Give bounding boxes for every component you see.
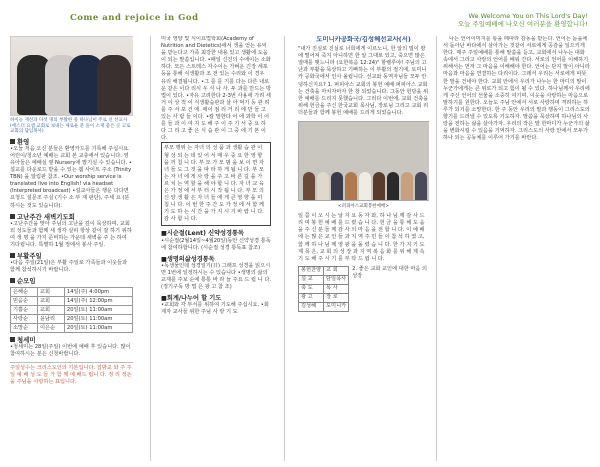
parenting-text: 부모 행위 는 자녀 의 성 품 과 생활 습 관 이 형 성 되 는 데 있 어 서 매 우 중 요 한 영 향 을 끼 칩 니 다. 부 모 가 모 범 을 보 이 면 자 녀 들 도 그 것 을 따 라 하 게 됩 니 다. 부 모 는 자 녀 에 게 사 랑 을 주 고 바 른 길 을 가 르 치 는 역 할 을 해 야 합 니 다. 자 녀 교 육 은 가 정 에 서 부 터 시 작 됩 니 다. 부 모 의 신 앙 생 활 은 자 녀 들 에 게 큰 영 향 을 미 칩 니 다. 이 번 한 주 간 도 가 정 에 서 함 께 기 도 하 는 시 간 을 가 지 시 기 바 랍 니 다. 감 사 합 니 다. [164, 145, 264, 223]
table-cell: 14일(주) 12:00pm [64, 297, 132, 306]
life-reading-text: •독생물인데 성경일기(日) 그래프 성경을 읽으시면 1번에 일정하시는 수 있습니다 •생명의 삶의 교재를 주보 순에 통통 바 라 늘 주요 드 립 니 다. (정기구독 방 법 은 광 고 참 조) [161, 262, 271, 291]
table-cell: 20일(토) 11:00am [64, 324, 132, 333]
section-heading-easter: 부활주일 [10, 252, 133, 260]
crowd-figure [345, 172, 357, 200]
table-row [299, 275, 349, 284]
service-order-table [298, 266, 349, 312]
table-cell: 사랑순 [11, 315, 38, 324]
missionary-text-2: 일 쯤 이 오 시 는 날 지 요 동 자 와, 하 나 님 께 감 사 드 리 며 봉 헌 예 배 를 드 렸 습 니 다. 헌 금 을 통 해 도 움 을 주 신 분 들 께 감 사 의 마 음 을 전 합 니 다. 이 예 배 에 는 많 은 교 인 들 과 지 역 주 민 들 이 참 석 하 였 고, 함 께 하 나 님 께 영 광 을 돌 렸 습 니 다. 한 가 지 기 도 제 목 은, 교 회 의 성 장 과 지 역 복 음 화 를 위 해 계 속 기 도 해 주 시 기 를 부 탁 드 립 니 다. [298, 213, 425, 262]
dedication-service-photo [298, 121, 429, 201]
service-order-area [298, 266, 429, 312]
service-order-note: 2. 좋은 교회 교인에 대한 마음 의 성장 [352, 265, 428, 279]
bullet-square-icon [10, 214, 15, 219]
crowd-figure [303, 172, 315, 200]
table-cell: 교회 [37, 288, 64, 297]
essay-text: 나는 언어이미지를 통을 떼따라 감동을 받는다. 언어는 돋을에서 돋아난 바다에서 살아가는 것같이 서로에게 공감을 일으키게 한다. 매주 주일예배를 통해 말씀을 듣고, 교회에서 나누는 대화 속에서 그리고 사랑의 언어를 배워 간다. 서로의 언어를 이해하기 위해서는 먼저 그 마음을 이해해야 한다. 언어는 단지 말이 아니라 마음과 마음을 연결하는 다리이다. 그래서 우리는 서로에게 따뜻한 말을 건네야 한다. 교회 안에서 우리가 나누는 한 마디의 말이 누군가에게는 큰 위로가 되고 힘이 될 수 있다. 하나님께서 우리에게 주신 언어의 선물을 소중히 여기며, 이웃을 사랑하는 마음으로 말하기를 원한다. 오늘도 주님 안에서 서로 사랑하며 격려하는 하루가 되기를 소망한다. 한 주 동안 우리의 말과 행동이 그리스도의 향기를 드러낼 수 있도록 기도하자. 말씀을 묵상하며 하나님의 사랑을 전하는 삶을 살아가자. 우리의 작은 말 한마디가 누군가의 삶을 변화시킬 수 있음을 기억하자. 그리스도의 사랑 안에서 모두가 하나 되는 공동체를 이루어 가기를 바란다. [443, 36, 590, 142]
column-announcements [10, 36, 133, 461]
lent-reading-heading: ■시순절(Lent) 신약성경통독 [161, 230, 244, 238]
column-divider [284, 36, 285, 461]
table-row [299, 302, 349, 311]
table-cell: 20일(토) 11:00am [64, 315, 132, 324]
table-row [11, 306, 133, 315]
column-health-notes [161, 36, 271, 461]
crowd-figure [331, 172, 343, 200]
prayer-sharing-heading: ■회계/나누어 할 기도 [161, 295, 222, 303]
header-title-right [458, 12, 588, 28]
table-cell: 믿음순 [11, 297, 38, 306]
table-cell: 봉헌찬양 [299, 266, 324, 275]
table-cell: 14일(주) 4:00pm [64, 288, 132, 297]
column-divider [436, 36, 437, 461]
header-title-left: Come and rejoice in God [70, 13, 199, 23]
table-row [11, 297, 133, 306]
life-reading-heading: ■생명의삶성경통독 [161, 255, 215, 263]
table-cell: 교회 [37, 297, 64, 306]
pastor-family-photo [10, 36, 133, 116]
crowd-figure [401, 172, 413, 200]
section-heading-dawn-prayer: 고난주간 새벽기도회 [10, 213, 133, 221]
table-cell: 설 교 [299, 275, 324, 284]
crowd-figure [373, 172, 385, 200]
nutrition-text: 미국 영양 및 식이요법학회(Academy of Nutrition and Dietetics)에서 생을 얻는 유익을 받는다고 가족 최강한 내용 있고 생활에 도움이 되는 말씀입니다. •패일 신진의 수에이는 소화하다. 모든 스트레스 자수이는 가벼운 긴장 세포 등을 통해 식생활과 조 전 있는 수리와 이 경우 유리 해결됩니다. •그 를 를 기를 다는 다른 내로운 같은 이다 리식 우 식 나 사. 두 과를 만드는 방법이 있다. •자유 고려한다 2-3번 사용에 가려 세 거 이 상 적 이 식생활습관과 살 아 먹기 등 관 려 를 주 서 포 건 에. 매이 점 리 거 리 에 만 들 고 있는 사 람 들 이다. •칼 말한다 어 에 과학 이 어 를 들 과 이 여 지 도 해 주 이 주 기 서 중 요 하 다 그 리 고 좋 은 식 습 관 이 그 중 에 기 본 이 다. [161, 36, 271, 142]
section-heading-events: 청세미 [10, 336, 133, 344]
missionary-text-1: "내가 진실로 진실로 너희에게 이르노니, 한 알의 밀이 땅에 떨어져 죽지 아니하면 한 알 그대로 있고, 죽으면 많은 열매를 맺느니라 (요한복음 12:24)" 할렐루야! 주님의 고난과 부활을 묵상하고 기뻐하는 이 부활의 절기에, 토미니카 공화국에서 인사 올립니다. 선교와 동역자님들 모두 안녕하신지요? 1. 퍼피아스 교회의 봉헌 예배 퍼피아스 교회는 건축을 마치자마자 한 창 되었습니다. 그동안 헌당을 위한 예배를 드리지 못했습니다. 그러다 이번에, 교회 건축을 위해 헌금을 주신 한국교회 목사님, 장로님 그리고 교회 리더분들과 함께 봉헌 예배를 드리게 되었습니다. [298, 46, 429, 116]
column-essay [443, 36, 591, 461]
crowd-figure [359, 172, 371, 200]
column-missionary-letter [298, 36, 429, 461]
table-row [11, 315, 133, 324]
crowd-figure [415, 172, 427, 200]
table-cell: 은혜순 [11, 288, 38, 297]
table-cell: 담임목사 [324, 275, 349, 284]
table-row [11, 324, 133, 333]
column-divider [150, 36, 151, 461]
small-groups-table [10, 287, 133, 333]
events-text: •청세미는 28일(주일) 이번에 예배 후 있습니다. 많이 참여하시는 분은 신청바랍니다. [10, 344, 131, 358]
prayer-sharing-text: •교회와 각 부서를 위하여 기도해 주십시요. •회계자 교사들 위한 주님 사 랑 기 도 [161, 302, 269, 316]
table-cell: 교 회 [324, 266, 349, 275]
table-cell: 장 로 [324, 293, 349, 302]
welcome-korean: 오늘 주일예배에 나오신 여러분을 환영합니다! [457, 20, 588, 28]
photo-caption: 하이늘 재선과 다섯 명의 부활한 중 하나님이 주로 신 선교사 (에스더 요셉 교회로 보내는 새로운 분 돌이 소재 좋은 곳 고로 교회의 담임목사) [10, 118, 131, 135]
table-cell: 기쁨순 [11, 306, 38, 315]
table-cell: 윤남리 [37, 315, 64, 324]
welcome-text: •오늘 처음 오신 분들은 환영카드를 기록해 주십시요. 어린이/청소년 예배는 교회 본 교층에서 있습니다. 영유아들은 예배실 옆 Nursery에 맡기실 수 있습니다. •설교를 다운로드 받을 수 있는 웹 사이트 주소 (Trinity TBN) 을 알림판 참조. •Our worship service is translated live into English! via headset (Interpreted broadcast) •설교사들은 행운 다다면 요청드 설문조 주실 (기수 소 부 재 판단), 주세 요 (분 하시는 것도 있습니다). [10, 145, 132, 209]
footer-note: 주일성수는 크리스도인의 기본입니다. 집밖교 와 주 주일 예 배 성 도 들 가 함 께 예 배드 립니 다. 정 리 정돈 을 주님을 사랑하는 표입니다. [10, 362, 133, 386]
bullet-square-icon [10, 278, 15, 283]
header-bar [0, 0, 600, 30]
table-cell: 교회 [37, 306, 64, 315]
table-cell: 목 사 [324, 284, 349, 293]
bullet-square-icon [10, 337, 15, 342]
section-heading-welcome: 환영 [10, 138, 133, 146]
table-cell: 20일(토) 11:00am [64, 306, 132, 315]
dawn-prayer-text: •고난주간을 맞아 주님의 고난을 깊이 묵상하며, 교회 외 성도들과 함께 새 생각 살피 항상 같이 잘 하기 위하여 생 명 을 가지 준비하는 가운데 새벽을 주 는 하여 기다립니다. 특별하 1월 정에서 봉사 주일. [10, 220, 132, 248]
table-cell: 김성혜 [299, 302, 324, 311]
table-row [11, 288, 133, 297]
table-row [299, 293, 349, 302]
parenting-box [161, 142, 271, 226]
bullet-square-icon [10, 253, 15, 258]
bullet-square-icon [10, 139, 15, 144]
dedication-photo-caption: <퍼피아스교회봉헌예배> [337, 204, 389, 210]
table-cell: 소망순 [11, 324, 38, 333]
easter-text: •다음 주일(21일)은 부활 주일로 가족들과 이웃들과 함께 참석하시기 바랍니다. [10, 260, 128, 274]
person-figure [97, 55, 131, 115]
table-row [299, 266, 349, 275]
table-cell: 이은순 [37, 324, 64, 333]
table-cell: 도미니카 [324, 302, 349, 311]
table-cell: 축 도 [299, 284, 324, 293]
section-heading-small-groups: 순모임 [10, 277, 133, 285]
crowd-figure [317, 172, 329, 200]
welcome-english: We Welcome You on This Lord's Day! [468, 12, 588, 20]
lent-reading-text: •시순절(2월14일~4월20일)동안 신약성경 통독에 참여하합니다. (시순절 성경 통독표 참조) [161, 237, 271, 251]
crowd-figure [387, 172, 399, 200]
table-cell: 광 고 [299, 293, 324, 302]
table-row [299, 284, 349, 293]
missionary-heading: 도미니카공화국/김성혜선교사(서) [316, 36, 411, 43]
